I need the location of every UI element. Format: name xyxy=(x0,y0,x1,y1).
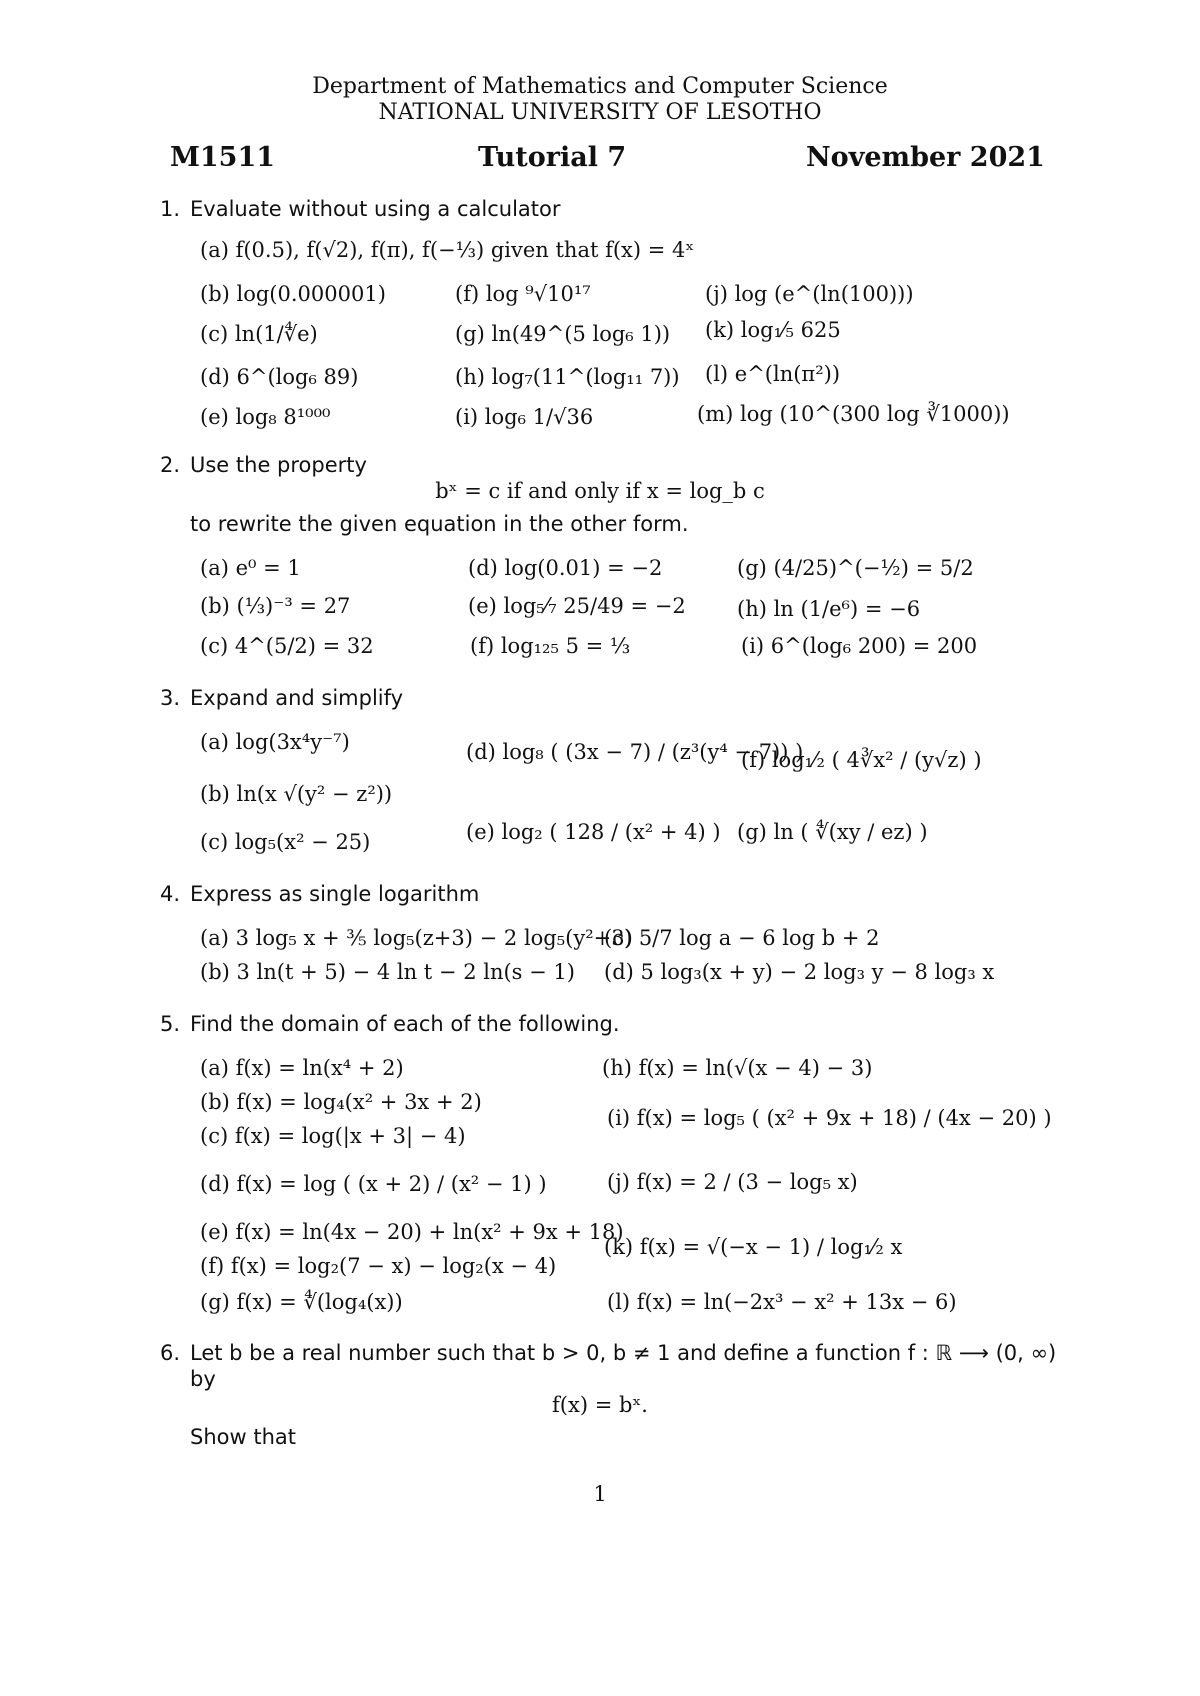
tutorial-date: November 2021 xyxy=(806,142,1045,173)
department-name: Department of Mathematics and Computer Science xyxy=(312,74,888,99)
q2-text: Use the property xyxy=(190,453,367,477)
q4-item-b: (b) 3 ln(t + 5) − 4 ln t − 2 ln(s − 1) xyxy=(200,960,575,984)
q3-item-c: (c) log₅(x² − 25) xyxy=(200,830,371,854)
q4-item-a: (a) 3 log₅ x + ⅗ log₅(z+3) − 2 log₅(y²+3) xyxy=(200,926,633,950)
q3-item-a: (a) log(3x⁴y⁻⁷) xyxy=(200,730,350,754)
q3-item-g: (g) ln ( ∜(xy / ez) ) xyxy=(737,820,928,844)
q3-text: Expand and simplify xyxy=(190,686,404,710)
q1-item-j: (j) log (e^(ln(100))) xyxy=(705,282,914,306)
q6-definition: f(x) = bˣ. xyxy=(552,1393,648,1417)
q5-item-g: (g) f(x) = ∜(log₄(x)) xyxy=(200,1290,403,1314)
q2-number: 2. xyxy=(160,453,181,477)
q6-show-that: Show that xyxy=(190,1425,296,1449)
q2-item-b: (b) (⅓)⁻³ = 27 xyxy=(200,594,351,618)
q5-item-h: (h) f(x) = ln(√(x − 4) − 3) xyxy=(602,1056,873,1080)
q5-item-f: (f) f(x) = log₂(7 − x) − log₂(x − 4) xyxy=(200,1254,557,1278)
q2-item-g: (g) (4/25)^(−½) = 5/2 xyxy=(737,556,974,580)
q1-item-k: (k) log₁⁄₅ 625 xyxy=(705,318,841,342)
q3-item-f: (f) log₁⁄₂ ( 4∛x² / (y√z) ) xyxy=(741,748,982,772)
q5-text: Find the domain of each of the following. xyxy=(190,1012,620,1036)
q2-item-i: (i) 6^(log₆ 200) = 200 xyxy=(741,634,978,658)
q1-text: Evaluate without using a calculator xyxy=(190,197,561,221)
q2-instruction: to rewrite the given equation in the other form. xyxy=(190,512,689,536)
q3-item-e: (e) log₂ ( 128 / (x² + 4) ) xyxy=(466,820,721,844)
q5-item-k: (k) f(x) = √(−x − 1) / log₁⁄₂ x xyxy=(604,1235,903,1259)
q3-number: 3. xyxy=(160,686,181,710)
q4-number: 4. xyxy=(160,882,181,906)
q5-item-j: (j) f(x) = 2 / (3 − log₅ x) xyxy=(607,1170,858,1194)
university-name: NATIONAL UNIVERSITY OF LESOTHO xyxy=(378,100,822,125)
q2-property: bˣ = c if and only if x = log_b c xyxy=(435,479,765,503)
q4-item-d: (d) 5 log₃(x + y) − 2 log₃ y − 8 log₃ x xyxy=(604,960,995,984)
q5-item-b: (b) f(x) = log₄(x² + 3x + 2) xyxy=(200,1090,482,1114)
q1-item-e: (e) log₈ 8¹⁰⁰⁰ xyxy=(200,405,331,429)
q5-item-d: (d) f(x) = log ( (x + 2) / (x² − 1) ) xyxy=(200,1172,547,1196)
q3-item-b: (b) ln(x √(y² − z²)) xyxy=(200,782,393,806)
q6-by: by xyxy=(190,1367,216,1391)
q4-item-c: (c) 5/7 log a − 6 log b + 2 xyxy=(604,926,880,950)
q2-item-a: (a) e⁰ = 1 xyxy=(200,556,301,580)
q1-item-a: (a) f(0.5), f(√2), f(π), f(−⅓) given that f(x) = 4ˣ xyxy=(200,238,695,262)
q5-item-a: (a) f(x) = ln(x⁴ + 2) xyxy=(200,1056,404,1080)
q5-item-i: (i) f(x) = log₅ ( (x² + 9x + 18) / (4x − 20) ) xyxy=(607,1106,1052,1130)
q2-item-c: (c) 4^(5/2) = 32 xyxy=(200,634,374,658)
q2-item-h: (h) ln (1/e⁶) = −6 xyxy=(737,597,921,621)
q6-text: Let b be a real number such that b > 0, b ≠ 1 and define a function f : ℝ ⟶ (0, ∞) xyxy=(190,1341,1057,1365)
q1-item-i: (i) log₆ 1/√36 xyxy=(455,405,594,429)
q5-item-c: (c) f(x) = log(|x + 3| − 4) xyxy=(200,1124,466,1148)
q4-text: Express as single logarithm xyxy=(190,882,480,906)
q1-item-f: (f) log ⁹√10¹⁷ xyxy=(455,282,591,306)
q5-item-e: (e) f(x) = ln(4x − 20) + ln(x² + 9x + 18) xyxy=(200,1220,624,1244)
q2-item-e: (e) log₅⁄₇ 25/49 = −2 xyxy=(468,594,686,618)
page-number: 1 xyxy=(593,1482,607,1506)
q5-number: 5. xyxy=(160,1012,181,1036)
q3-item-d: (d) log₈ ( (3x − 7) / (z³(y⁴ − 7)) ) xyxy=(466,740,804,764)
q1-item-g: (g) ln(49^(5 log₆ 1)) xyxy=(455,322,671,346)
tutorial-title: Tutorial 7 xyxy=(478,142,627,173)
q1-item-d: (d) 6^(log₆ 89) xyxy=(200,365,359,389)
q1-item-c: (c) ln(1/∜e) xyxy=(200,322,318,346)
q1-item-b: (b) log(0.000001) xyxy=(200,282,386,306)
q1-number: 1. xyxy=(160,197,181,221)
course-code: M1511 xyxy=(170,142,276,173)
q2-item-f: (f) log₁₂₅ 5 = ⅓ xyxy=(470,634,631,658)
q2-item-d: (d) log(0.01) = −2 xyxy=(468,556,663,580)
q1-item-l: (l) e^(ln(π²)) xyxy=(705,362,841,386)
q6-number: 6. xyxy=(160,1341,181,1365)
q1-item-m: (m) log (10^(300 log ∛1000)) xyxy=(697,402,1010,426)
q1-item-h: (h) log₇(11^(log₁₁ 7)) xyxy=(455,365,680,389)
q5-item-l: (l) f(x) = ln(−2x³ − x² + 13x − 6) xyxy=(607,1290,957,1314)
